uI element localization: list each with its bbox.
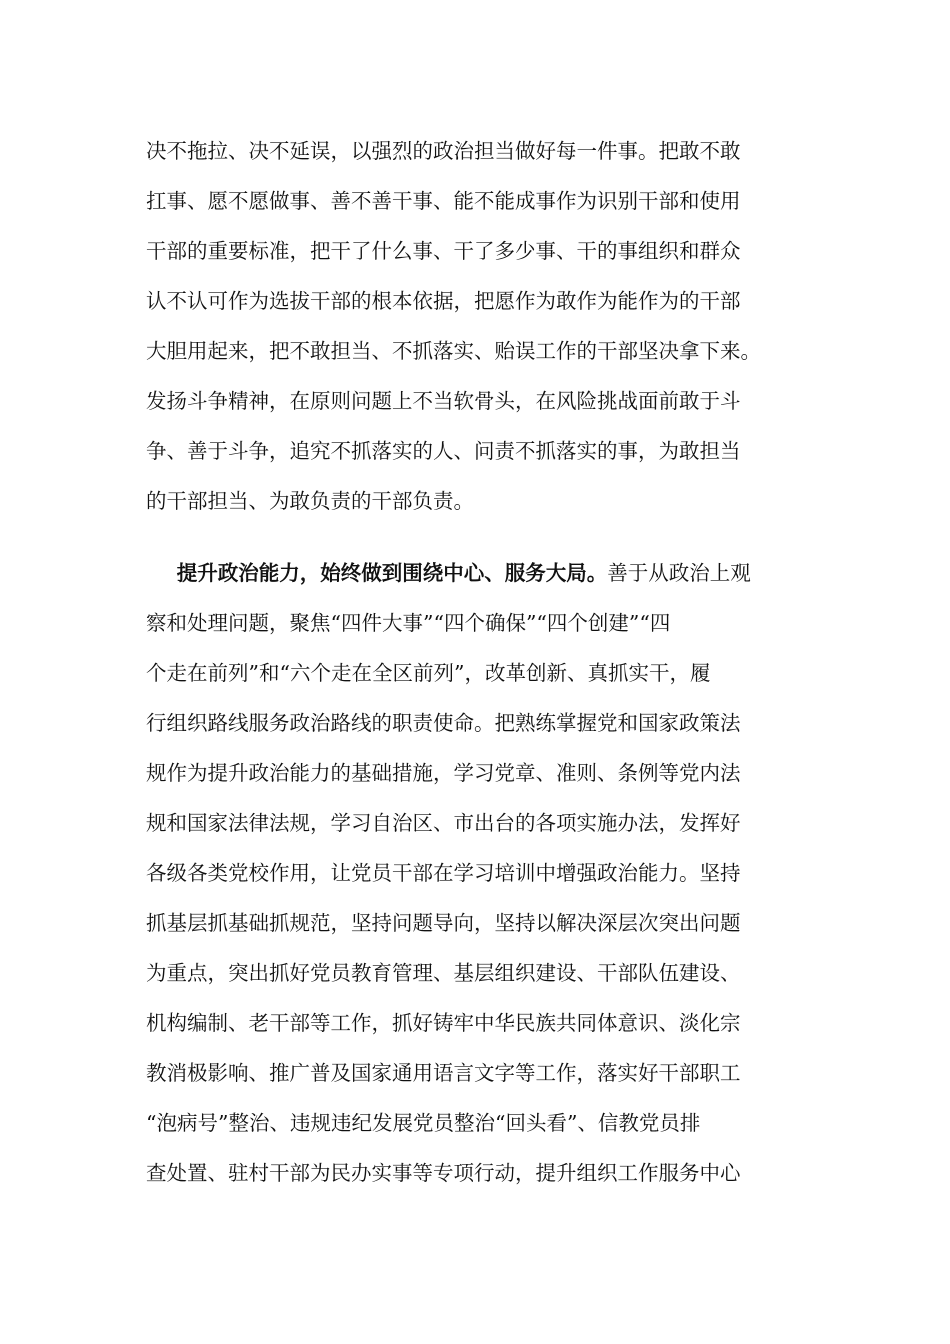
text-line: 查处置、驻村干部为民办实事等专项行动，提升组织工作服务中心 — [146, 1161, 741, 1185]
body-paragraph — [146, 126, 816, 526]
text-line-first — [146, 548, 816, 598]
text-line: 抓基层抓基础抓规范，坚持问题导向，坚持以解决深层次突出问题 — [146, 911, 741, 935]
text-line: 行组织路线服务政治路线的职责使命。把熟练掌握党和国家政策法 — [146, 711, 741, 735]
text-line: 机构编制、老干部等工作，抓好铸牢中华民族共同体意识、淡化宗 — [146, 1011, 741, 1035]
text-line: 教消极影响、推广普及国家通用语言文字等工作，落实好干部职工 — [146, 1061, 741, 1085]
section-lead-heading: 提升政治能力，始终做到围绕中心、服务大局。 — [176, 561, 608, 585]
text-line: “泡病号”整治、违规违纪发展党员整治“回头看”、信教党员排 — [146, 1111, 701, 1135]
text-span: 善于从政治上观 — [607, 561, 751, 585]
text-line: 为重点，突出抓好党员教育管理、基层组织建设、干部队伍建设、 — [146, 961, 741, 985]
text-line: 发扬斗争精神，在原则问题上不当软骨头，在风险挑战面前敢于斗 — [146, 389, 741, 413]
text-line: 的干部担当、为敢负责的干部负责。 — [146, 489, 474, 513]
text-line: 各级各类党校作用，让党员干部在学习培训中增强政治能力。坚持 — [146, 861, 741, 885]
text-line: 大胆用起来，把不敢担当、不抓落实、贻误工作的干部坚决拿下来。 — [146, 339, 761, 363]
text-line: 规作为提升政治能力的基础措施，学习党章、准则、条例等党内法 — [146, 761, 741, 785]
body-paragraph — [146, 548, 816, 1198]
text-line: 认不认可作为选拔干部的根本依据，把愿作为敢作为能作为的干部 — [146, 289, 741, 313]
text-line: 察和处理问题，聚焦“四件大事”“四个确保”“四个创建”“四 — [146, 611, 671, 635]
text-line: 干部的重要标准，把干了什么事、干了多少事、干的事组织和群众 — [146, 239, 741, 263]
text-line: 争、善于斗争，追究不抓落实的人、问责不抓落实的事，为敢担当 — [146, 439, 741, 463]
text-line: 规和国家法律法规，学习自治区、市出台的各项实施办法，发挥好 — [146, 811, 741, 835]
text-line: 决不拖拉、决不延误，以强烈的政治担当做好每一件事。把敢不敢 — [146, 139, 741, 163]
text-line: 个走在前列”和“六个走在全区前列”，改革创新、真抓实干，履 — [146, 661, 711, 685]
text-line: 扛事、愿不愿做事、善不善干事、能不能成事作为识别干部和使用 — [146, 189, 741, 213]
